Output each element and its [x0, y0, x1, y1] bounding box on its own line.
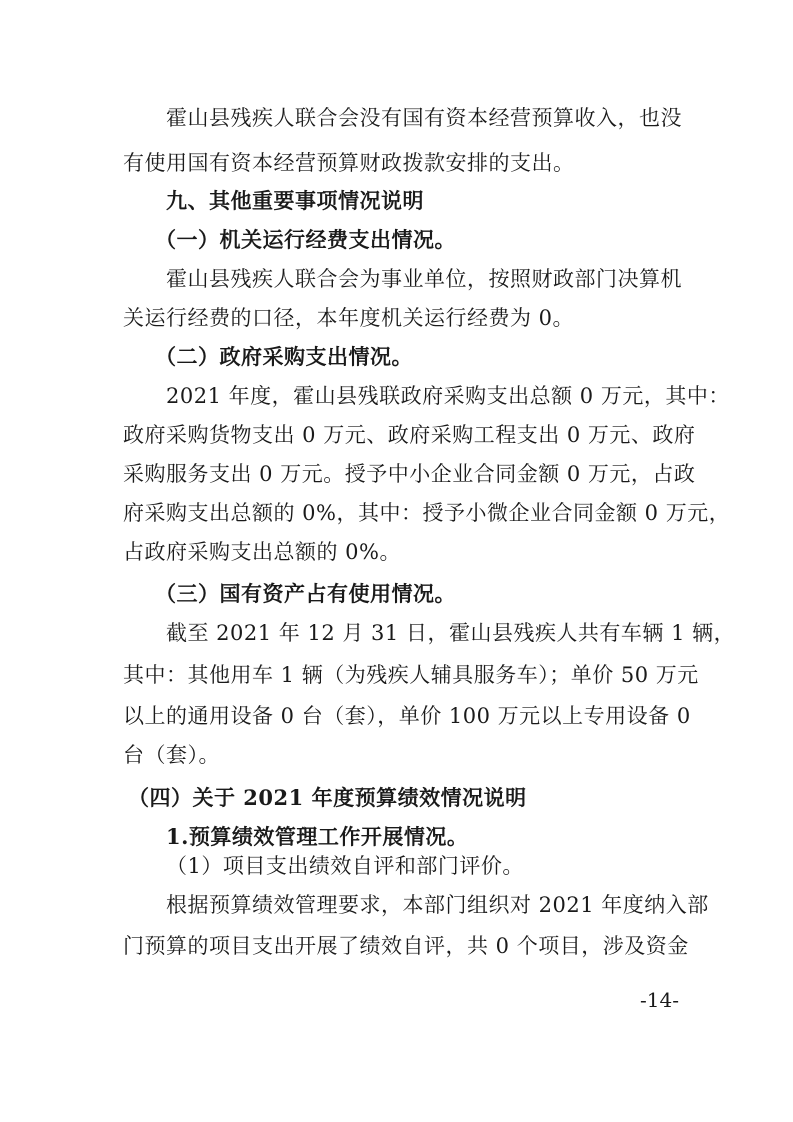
paragraph-line: 政府采购货物支出 0 万元、政府采购工程支出 0 万元、政府 — [123, 423, 696, 447]
paragraph-line: 根据预算绩效管理要求，本部门组织对 2021 年度纳入部 — [166, 893, 709, 917]
paragraph-line: 采购服务支出 0 万元。授予中小企业合同金额 0 万元，占政 — [123, 462, 696, 486]
paragraph-line: 关运行经费的口径，本年度机关运行经费为 0。 — [123, 306, 575, 330]
paragraph-line: 霍山县残疾人联合会没有国有资本经营预算收入，也没 — [166, 106, 682, 130]
paragraph-line: 台（套）。 — [123, 743, 220, 767]
page-number: -14- — [640, 988, 679, 1012]
paragraph-line: 有使用国有资本经营预算财政拨款安排的支出。 — [123, 151, 575, 175]
paragraph-line: 占政府采购支出总额的 0%。 — [123, 540, 401, 564]
paragraph-line: 2021 年度，霍山县残联政府采购支出总额 0 万元，其中： — [166, 384, 730, 408]
paragraph-line: 截至 2021 年 12 月 31 日，霍山县残疾人共有车辆 1 辆， — [166, 621, 736, 645]
subsection-heading: （一）机关运行经费支出情况。 — [155, 227, 456, 252]
paragraph-line: 霍山县残疾人联合会为事业单位，按照财政部门决算机 — [166, 267, 682, 291]
subsection-heading: （四）关于 2021 年度预算绩效情况说明 — [128, 785, 527, 810]
paragraph-line: （1）项目支出绩效自评和部门评价。 — [166, 854, 524, 878]
item-heading: 1.预算绩效管理工作开展情况。 — [166, 824, 469, 849]
paragraph-line: 门预算的项目支出开展了绩效自评，共 0 个项目，涉及资金 — [123, 934, 689, 958]
section-heading: 九、其他重要事项情况说明 — [166, 188, 424, 213]
subsection-heading: （三）国有资产占有使用情况。 — [155, 581, 456, 606]
subsection-heading: （二）政府采购支出情况。 — [155, 344, 413, 369]
paragraph-line: 其中：其他用车 1 辆（为残疾人辅具服务车）；单价 50 万元 — [123, 663, 699, 687]
paragraph-line: 府采购支出总额的 0%，其中：授予小微企业合同金额 0 万元， — [123, 501, 731, 525]
paragraph-line: 以上的通用设备 0 台（套），单价 100 万元以上专用设备 0 — [123, 704, 691, 728]
